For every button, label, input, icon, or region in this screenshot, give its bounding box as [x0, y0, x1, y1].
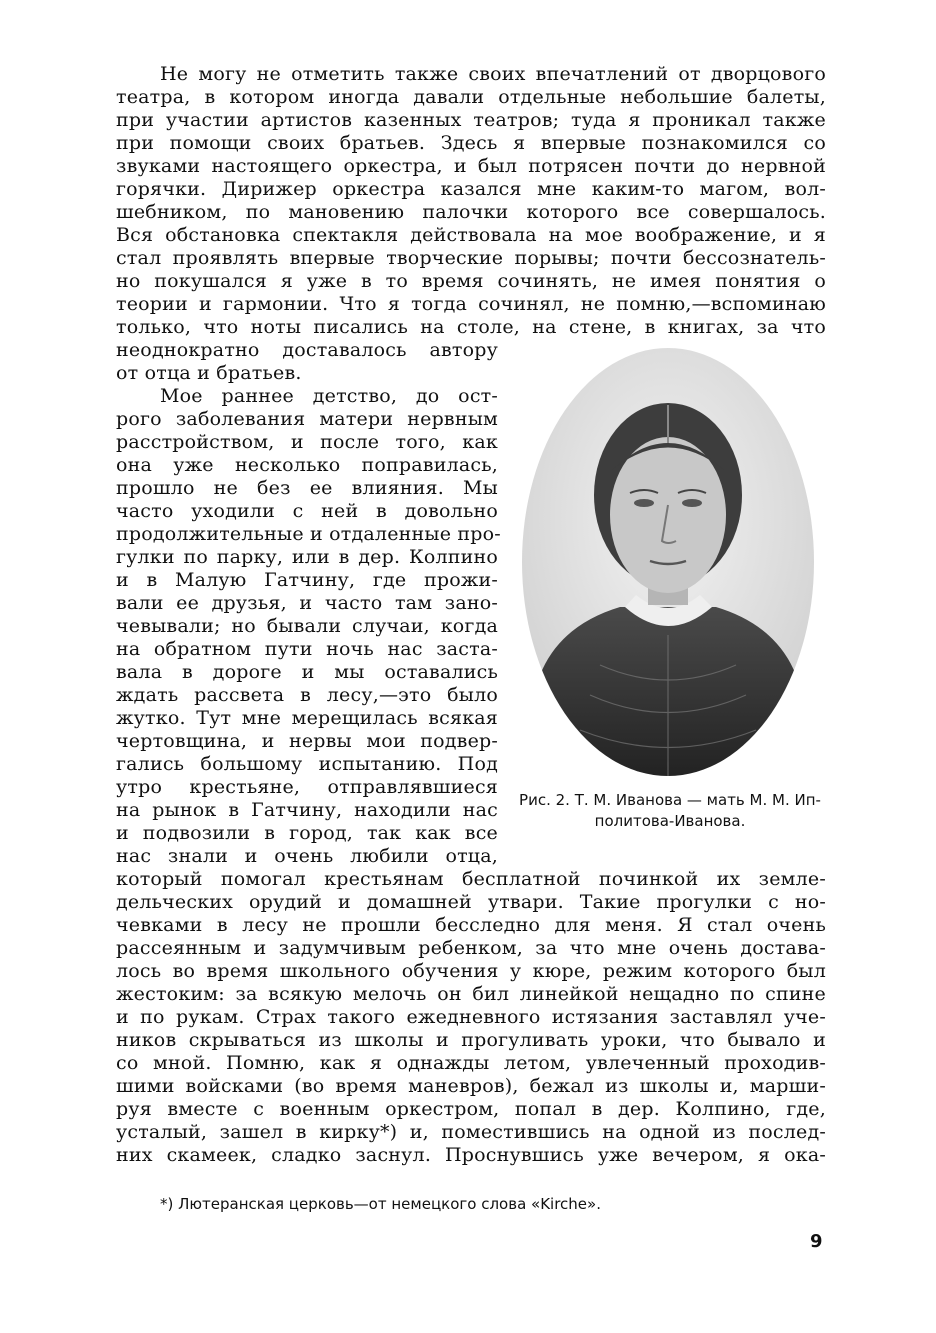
- text-line: вала в дороге и мы оставались: [116, 661, 498, 683]
- text-line: гулки по парку, или в дер. Колпино: [116, 546, 498, 568]
- text-line: Мое раннее детство, до ост-: [160, 385, 498, 407]
- text-line: который помогал крестьянам бесплатной починкой их земле-: [116, 868, 826, 890]
- text-line: театра, в котором иногда давали отдельные небольшие балеты,: [116, 86, 826, 108]
- text-line: Не могу не отметить также своих впечатлений от дворцового: [160, 63, 826, 85]
- text-line: при помощи своих братьев. Здесь я впервые познакомился со: [116, 132, 826, 154]
- text-line: неоднократно доставалось автору: [116, 339, 498, 361]
- text-line: усталый, зашел в кирку*) и, поместившись на одной из послед-: [116, 1121, 826, 1143]
- text-line: шими войсками (во время маневров), бежал из школы и, марши-: [116, 1075, 826, 1097]
- text-line: рого заболевания матери нервным: [116, 408, 498, 430]
- text-line: шебником, по мановению палочки которого все совершалось.: [116, 201, 826, 223]
- text-line: на рынок в Гатчину, находили нас: [116, 799, 498, 821]
- footnote: *) Лютеранская церковь—от немецкого слова «Kirche».: [160, 1195, 601, 1213]
- text-line: них скамеек, сладко заснул. Проснувшись уже вечером, я ока-: [116, 1144, 826, 1166]
- text-line: и по рукам. Страх такого ежедневного истязания заставлял уче-: [116, 1006, 826, 1028]
- text-line: руя вместе с военным оркестром, попал в дер. Колпино, где,: [116, 1098, 826, 1120]
- text-line: горячки. Дирижер оркестра казался мне каким-то магом, вол-: [116, 178, 826, 200]
- text-line: она уже несколько поправилась,: [116, 454, 498, 476]
- portrait-photo: [520, 345, 816, 779]
- text-line: прошло не без ее влияния. Мы: [116, 477, 498, 499]
- figure-caption-line1: Рис. 2. Т. М. Иванова — мать М. М. Ип-: [519, 791, 821, 809]
- text-line: и подвозили в город, так как все: [116, 822, 498, 844]
- text-line: чевками в лесу не прошли бесследно для меня. Я стал очень: [116, 914, 826, 936]
- text-line: чевывали; но бывали случаи, когда: [116, 615, 498, 637]
- text-line: звуками настоящего оркестра, и был потрясен почти до нервной: [116, 155, 826, 177]
- text-line: на обратном пути ночь нас заста-: [116, 638, 498, 660]
- text-line: теории и гармонии. Что я тогда сочинял, не помню,—вспоминаю: [116, 293, 826, 315]
- text-line: со мной. Помню, как я однажды летом, увлеченный проходив-: [116, 1052, 826, 1074]
- text-line: дельческих орудий и домашней утвари. Такие прогулки с но-: [116, 891, 826, 913]
- figure-caption-line2: политова-Иванова.: [594, 812, 746, 830]
- text-line: ников скрываться из школы и прогуливать уроки, что бывало и: [116, 1029, 826, 1051]
- text-line: жестоким: за всякую мелочь он бил линейкой нещадно по спине: [116, 983, 826, 1005]
- text-line: стал проявлять впервые творческие порывы; почти бессознатель-: [116, 247, 826, 269]
- text-line: ждать рассвета в лесу,—это было: [116, 684, 498, 706]
- text-line: нас знали и очень любили отца,: [116, 845, 498, 867]
- text-line: чертовщина, и нервы мои подвер-: [116, 730, 498, 752]
- text-line: Вся обстановка спектакля действовала на мое воображение, и я: [116, 224, 826, 246]
- text-line: и в Малую Гатчину, где прожи-: [116, 569, 498, 591]
- text-line: расстройством, и после того, как: [116, 431, 498, 453]
- text-line: при участии артистов казенных театров; туда я проникал также: [116, 109, 826, 131]
- page-number: 9: [810, 1231, 823, 1252]
- text-line: только, что ноты писались на столе, на стене, в книгах, за что: [116, 316, 826, 338]
- text-line: лось во время школьного обучения у кюре, режим которого был: [116, 960, 826, 982]
- text-line: продолжительные и отдаленные про-: [116, 523, 501, 545]
- text-line: от отца и братьев.: [116, 362, 302, 384]
- text-line: рассеянным и задумчивым ребенком, за что мне очень достава-: [116, 937, 826, 959]
- text-line: жутко. Тут мне мерещилась всякая: [116, 707, 498, 729]
- portrait-image: [520, 345, 816, 779]
- text-line: часто уходили с ней в довольно: [116, 500, 498, 522]
- text-line: гались большому испытанию. Под: [116, 753, 498, 775]
- text-line: утро крестьяне, отправлявшиеся: [116, 776, 498, 798]
- text-line: вали ее друзья, и часто там зано-: [116, 592, 498, 614]
- text-line: но покушался я уже в то время сочинять, не имея понятия о: [116, 270, 826, 292]
